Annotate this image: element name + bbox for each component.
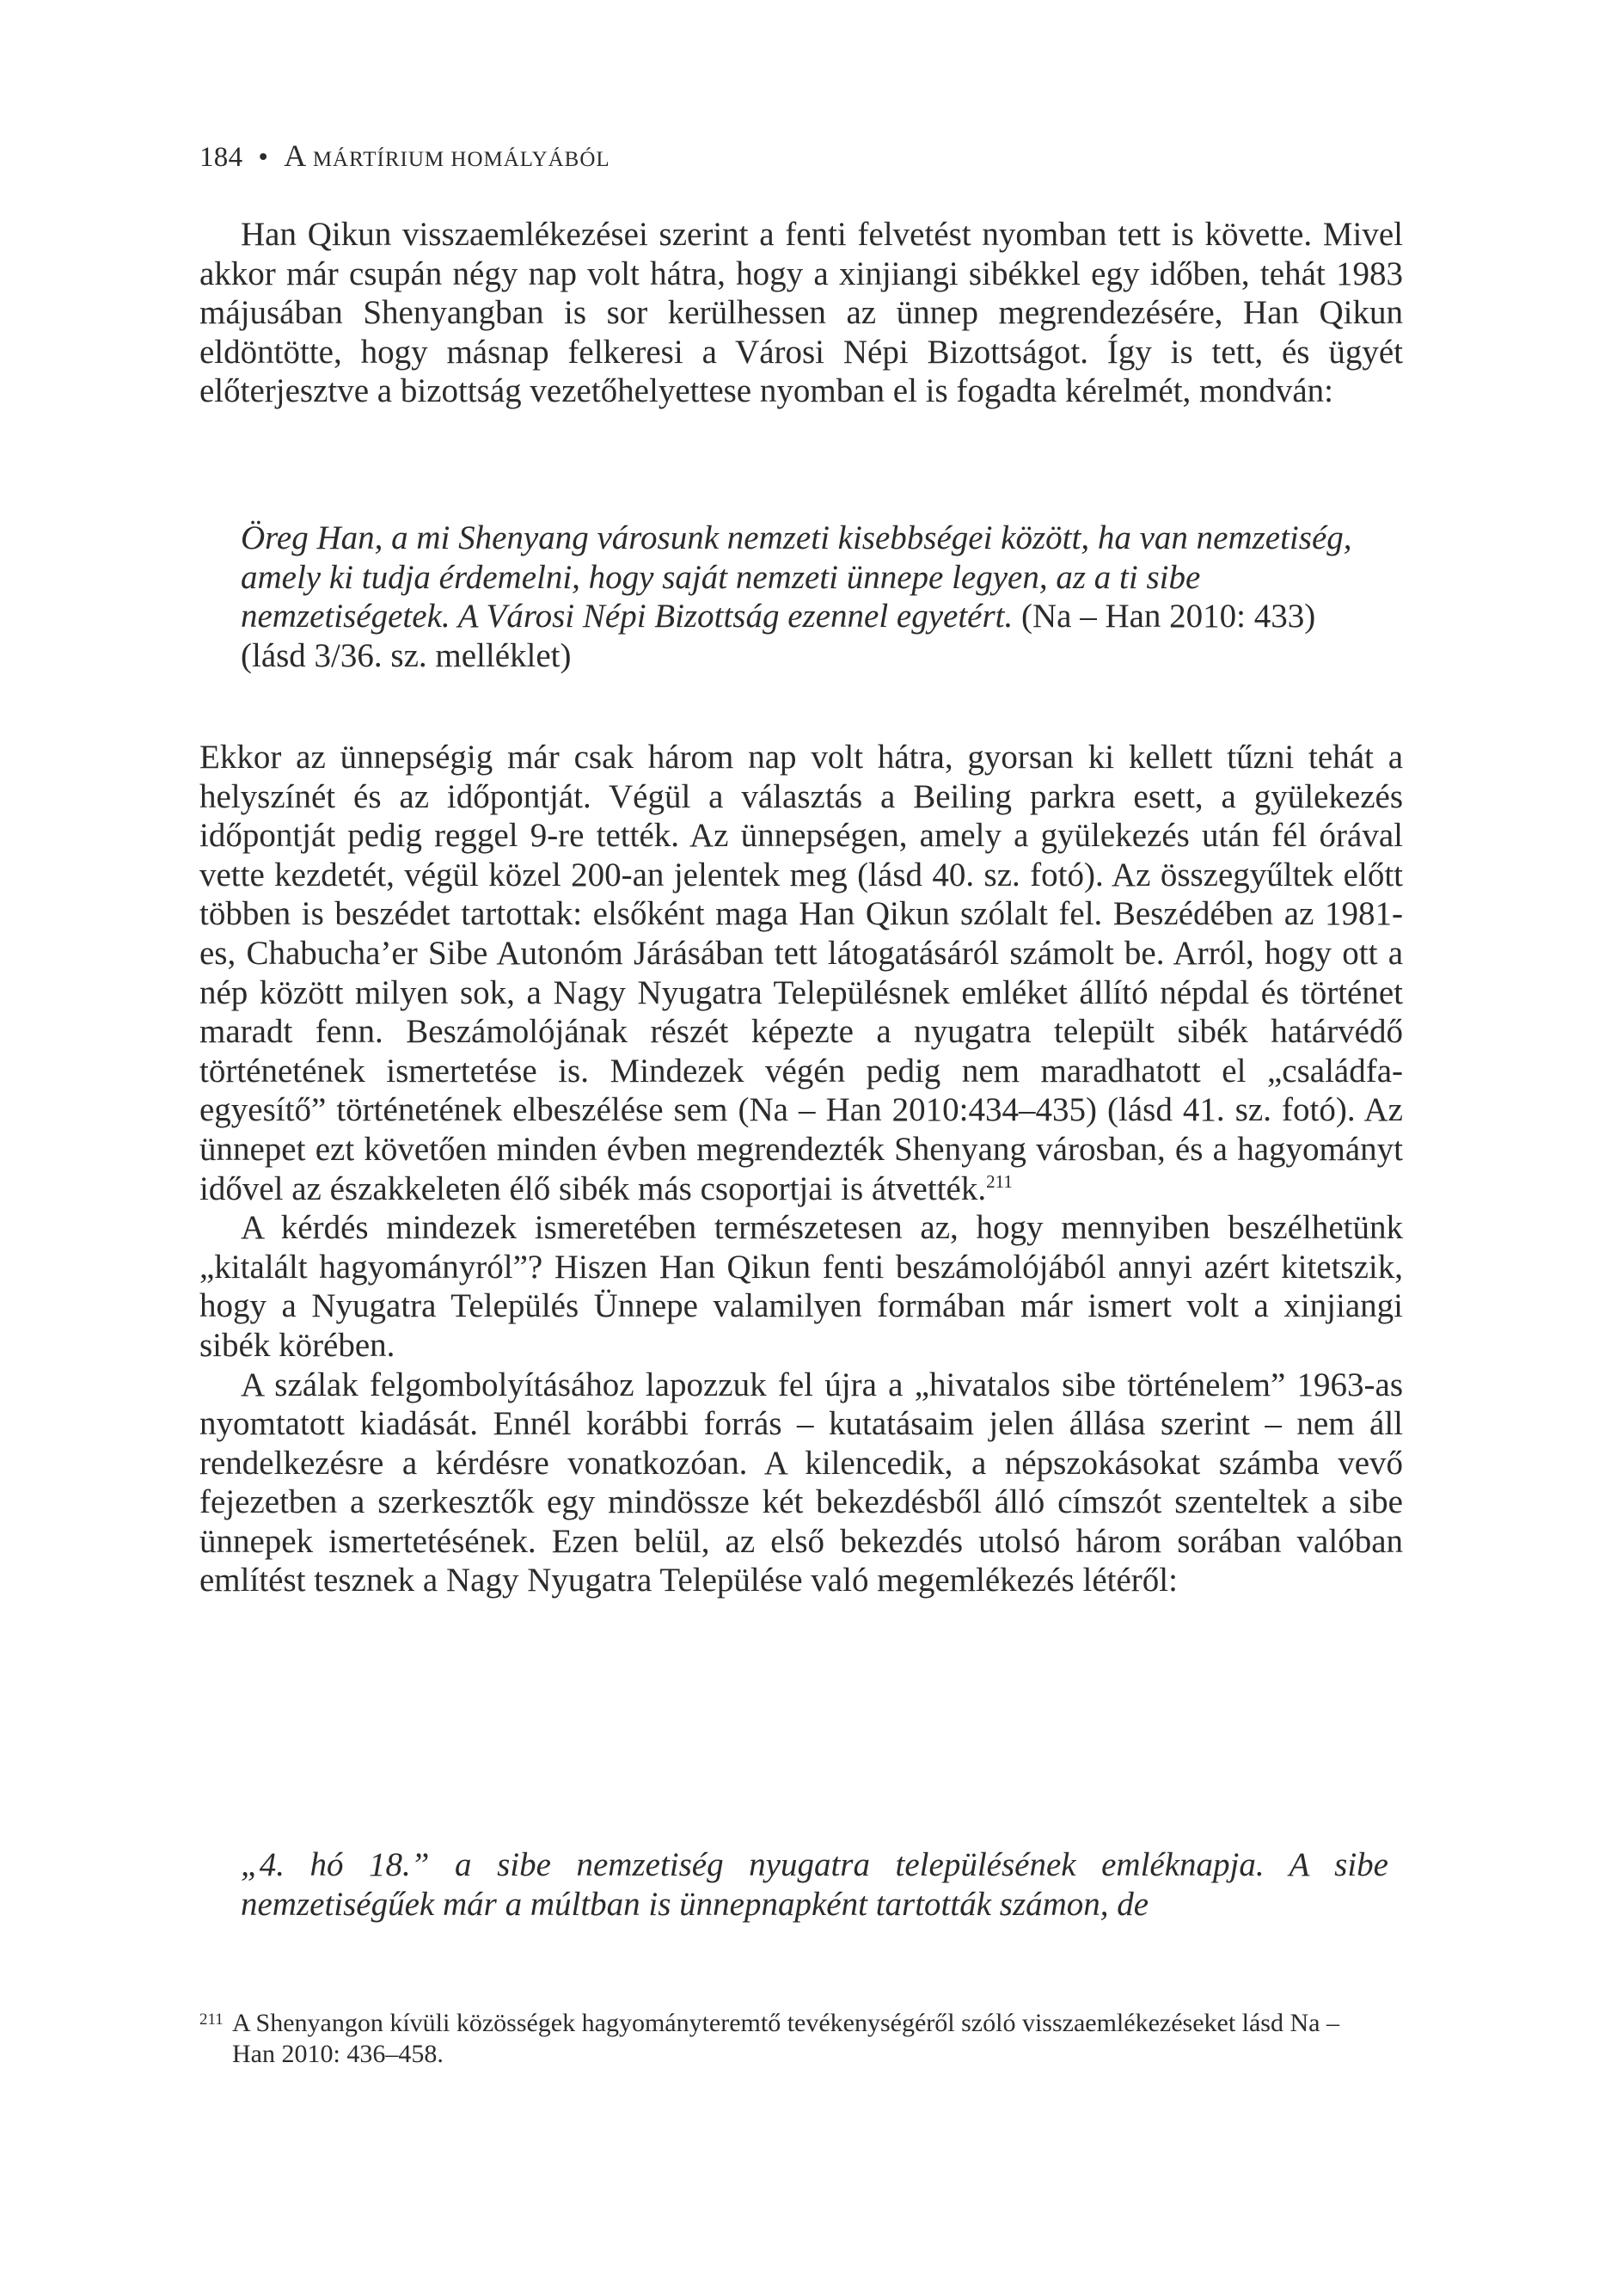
block-quote-1-text: Öreg Han, a mi Shenyang városunk nemzeti kisebbségei között, ha van nemzetiség, amely ki tudja érdemelni, hogy saját nemzeti ünnepe legyen, az a ti sibe nemzetiségetek. A Városi Népi Bizottság ezennel egyetért.	[241, 519, 1352, 635]
paragraph-2	[199, 738, 1403, 1208]
footnote-reference: 211	[986, 1170, 1013, 1192]
page-number: 184	[199, 142, 243, 173]
paragraph-1: Han Qikun visszaemlékezései szerint a fenti felvetést nyomban tett is követte. Mivel akkor már csupán négy nap volt hátra, hogy a xinjiangi sibékkel egy időben, tehát 1983 májusában Shenyangban is sor kerülhessen az ünnep megrendezésére, Han Qikun eldöntötte, hogy másnap felkeresi a Városi Népi Bizottságot. Így is tett, és ügyét előterjesztve a bizottság vezetőhelyettese nyomban el is fogadta kérelmét, mondván:	[199, 216, 1403, 410]
body-block-2	[199, 738, 1403, 1600]
block-quote-1	[241, 519, 1388, 675]
block-quote-2: „4. hó 18.” a sibe nemzetiség nyugatra településének emléknapja. A sibe nemzetiségűek már a múltban is ünnepnapként tartották számon, de	[241, 1846, 1388, 1923]
body-block-1	[199, 215, 1403, 411]
header-title-initial: A	[284, 138, 307, 173]
running-head	[199, 138, 610, 174]
paragraph-4: A szálak felgombolyításához lapozzuk fel újra a „hivatalos sibe történelem” 1963-as nyomtatott kiadását. Ennél korábbi forrás – kutatásaim jelen állása szerint – nem áll rendelkezésre a kérdésre vonatkozóan. A kilencedik, a népszokásokat számba vevő fejezetben a szerkesztők egy mindössze két bekezdésből álló címszót szenteltek a sibe ünnepek ismertetésének. Ezen belül, az első bekezdés utolsó három sorában valóban említést tesznek a Nagy Nyugatra Települése való megemlékezés létéről:	[199, 1366, 1403, 1599]
footnote-number: 211	[199, 2011, 224, 2029]
footnote-text: A Shenyangon kívüli közösségek hagyományteremtő tevékenységéről szóló visszaemlékezéseket lásd Na – Han 2010: 436–458.	[232, 2009, 1339, 2068]
block-quote-1-citation: (Na – Han 2010: 433) (lásd 3/36. sz. melléklet)	[241, 598, 1316, 674]
footnote	[199, 2008, 1388, 2070]
paragraph-2-text: Ekkor az ünnepségig már csak három nap volt hátra, gyorsan ki kellett tűzni tehát a helyszínét és az időpontját. Végül a választás a Beiling parkra esett, a gyülekezés időpontját pedig reggel 9-re tették. Az ünnepségen, amely a gyülekezés után fél órával vette kezdetét, végül közel 200-an jelentek meg (lásd 40. sz. fotó). Az összegyűltek előtt többen is beszédet tartottak: elsőként maga Han Qikun szólalt fel. Beszédében az 1981-es, Chabucha’er Sibe Autonóm Járásában tett látogatásáról számolt be. Arról, hogy ott a nép között milyen sok, a Nagy Nyugatra Településnek emléket állító népdal és történet maradt fenn. Beszámolójának részét képezte a nyugatra települt sibék határvédő történetének ismertetése is. Mindezek végén pedig nem maradhatott el „családfa-egyesítő” történetének elbeszélése sem (Na – Han 2010:434–435) (lásd 41. sz. fotó). Az ünnepet ezt követően minden évben megrendezték Shenyang városban, és a hagyományt idővel az északkeleten élő sibék más csoportjai is átvették.	[199, 739, 1403, 1207]
header-title: MÁRTÍRIUM HOMÁLYÁBÓL	[306, 148, 610, 171]
header-bullet: •	[258, 142, 269, 173]
paragraph-3: A kérdés mindezek ismeretében természetesen az, hogy mennyiben beszélhetünk „kitalált hagyományról”? Hiszen Han Qikun fenti beszámolójából annyi azért kitetszik, hogy a Nyugatra Település Ünnepe valamilyen formában már ismert volt a xinjiangi sibék körében.	[199, 1209, 1403, 1364]
